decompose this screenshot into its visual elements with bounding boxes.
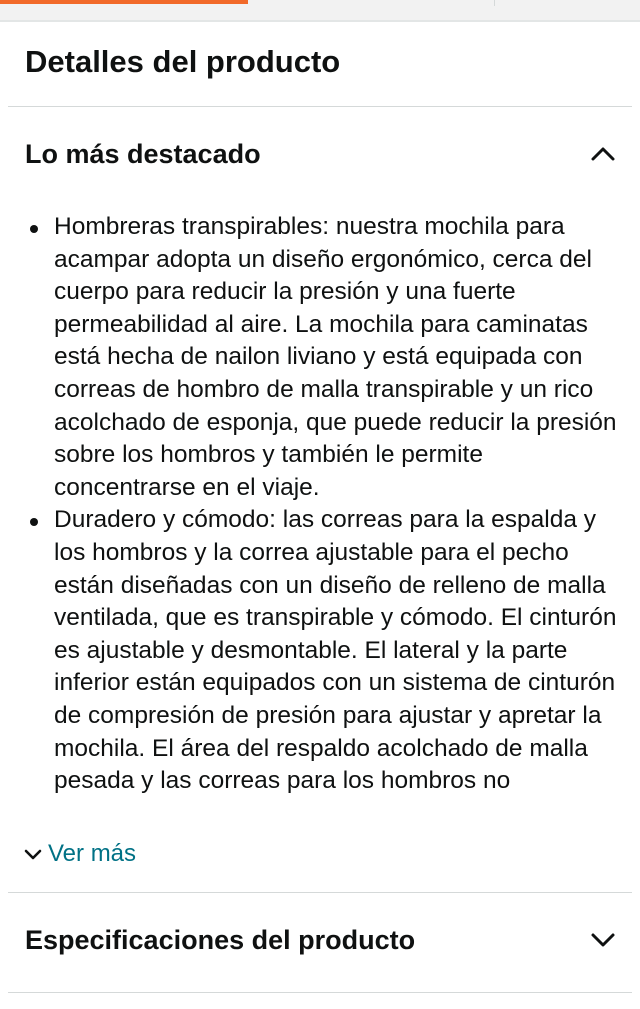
divider [8,992,632,993]
active-tab-indicator [0,0,248,4]
see-more-label: Ver más [48,840,137,867]
bullet-icon [30,518,38,526]
chevron-up-icon[interactable] [588,139,618,169]
specifications-label: Especificaciones del producto [25,924,416,955]
top-tab-strip [0,0,640,22]
list-item [24,504,620,797]
chevron-down-icon[interactable] [588,925,618,955]
divider [8,106,632,107]
bullet-text: Hombreras transpirables: nuestra mochila para acampar adopta un diseño ergonómico, cerca del cuerpo para reducir la presión y una fuerte permeabilidad al aire. La mochila para caminatas está hecha de nailon liviano y está equipada con correas de hombro de malla transpirable y un rico acolchado de esponja, que puede reducir la presión sobre los hombros y también le permite concentrarse en el viaje. [54,213,617,501]
highlights-bullet-list [24,211,620,835]
bullet-icon [30,225,38,233]
specifications-accordion-header[interactable] [8,900,632,980]
list-item [24,211,620,504]
see-more-link[interactable] [24,838,136,870]
divider [8,892,632,893]
highlights-accordion-header[interactable] [8,114,632,194]
tab-divider [494,0,495,6]
highlights-label: Lo más destacado [25,138,261,169]
bullet-text: Duradero y cómodo: las correas para la espalda y los hombros y la correa ajustable para el pecho están diseñadas con un diseño de relleno de malla ventilada, que es transpirable y cómodo. El cinturón es ajustable y desmontable. El lateral y la parte inferior están equipados con un sistema de cinturón de compresión de presión para ajustar y apretar la mochila. El área del respaldo acolchado de malla pesada y las correas para los hombros no [54,506,617,795]
chevron-down-icon [24,848,42,860]
page-title: Detalles del producto [25,44,341,79]
